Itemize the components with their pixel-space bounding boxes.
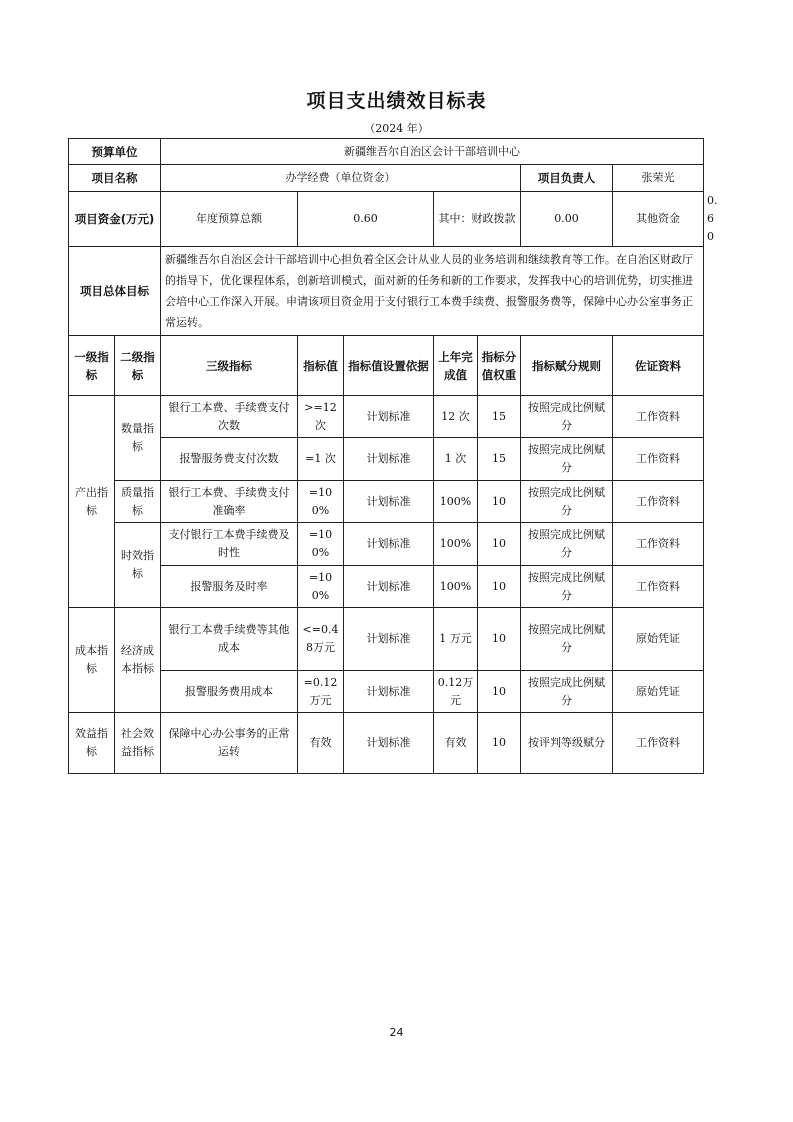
indicator-rule: 按照完成比例赋分 — [521, 523, 613, 566]
indicator-value: =0.12万元 — [298, 671, 344, 713]
group-output: 产出指标 — [69, 396, 115, 608]
indicator-basis: 计划标准 — [344, 523, 434, 566]
other-funds-label: 其他资金 — [613, 192, 704, 247]
funds-label: 项目资金(万元) — [69, 192, 161, 247]
indicator-name: 银行工本费、手续费支付次数 — [161, 396, 298, 438]
indicator-name: 报警服务及时率 — [161, 566, 298, 608]
page-number: 24 — [389, 1026, 404, 1039]
group-timeliness: 时效指标 — [115, 523, 161, 608]
page-title: 项目支出绩效目标表 — [306, 90, 487, 112]
project-manager-label: 项目负责人 — [521, 165, 613, 192]
fiscal-funds-label: 其中：财政拨款 — [434, 192, 521, 247]
indicator-evidence: 工作资料 — [613, 481, 704, 523]
indicator-basis: 计划标准 — [344, 608, 434, 671]
header-rule: 指标赋分规则 — [521, 336, 613, 396]
indicator-weight: 10 — [478, 481, 521, 523]
indicator-rule: 按照完成比例赋分 — [521, 438, 613, 481]
goal-text: 新疆维吾尔自治区会计干部培训中心担负着全区会计从业人员的业务培训和继续教育等工作。在自治区财政厅的指导下，优化课程体系，创新培训模式，面对新的任务和新的工作要求，发挥我中心的培训优势，切实推进会培中心工作深入开展。申请该项目资金用于支付银行工本费手续费、报警服务费等，保障中心办公室事务正常运转。 — [161, 247, 704, 336]
indicator-weight: 10 — [478, 523, 521, 566]
performance-table: 预算单位 新疆维吾尔自治区会计干部培训中心 项目名称 办学经费（单位资金） 项目负责人 张荣光 项目资金(万元) 年度预算总额 0.60 其中：财政拨款 0.00 其他资金 0.60 项目总体目标 新疆维吾尔自治区会计干部培训中心担负着全区会计从业人员的业务培训和继续教育等工作。在自治区财政厅的指导下，优化课程体系，创新培训模式，面对新的任务和新的工作要求，发挥我中心的培训优势，切实推进会培中心工作深入开展。申请该项目资金用于支付银行工本费手续费、报警服务费等，保障中心办公室事务正常运转。 一级指标 二级指标 三级指标 指标值 指标值设置依据 上年完成值 指标分值权重 指标赋分规则 佐证资料 产出指标 数量指标 银行工本费、手续费支付次数 >=12次 计划标准 12 次 15 按照完成比例赋分 工作资料 报警服务费支付次数 =1 次 计划标准 1 次 15 按照完成比例赋分 工作资料 质量指标 银行工本费、手续费支付准确率 =100% 计划标准 100% 10 按照完成比例赋分 工作资料 时效指标 支付银行工本费手续费及时性 =100% 计划标准 100% 10 按照完成比例赋分 工作资料 报警服务及时率 =100% 计划标准 100% 10 按照完成比例赋分 工作资料 成本指标 经济成本指标 银行工本费手续费等其他成本 <=0.48万元 计划标准 1 万元 10 按照完成比例赋分 原始凭证 报警服务费用成本 =0.12万元 计划标准 0.12万元 10 按照完成比例赋分 原始凭证 效益指标 社会效益指标 保障中心办公事务的正常运转 有效 计划标准 有效 10 按评判等级赋分 工作资料 — [68, 138, 704, 774]
indicator-weight: 10 — [478, 608, 521, 671]
indicator-basis: 计划标准 — [344, 438, 434, 481]
indicator-last-year: 100% — [434, 481, 478, 523]
indicator-value: =100% — [298, 566, 344, 608]
indicator-value: <=0.48万元 — [298, 608, 344, 671]
indicator-last-year: 12 次 — [434, 396, 478, 438]
indicator-weight: 15 — [478, 438, 521, 481]
indicator-name: 报警服务费支付次数 — [161, 438, 298, 481]
indicator-weight: 15 — [478, 396, 521, 438]
indicator-name: 银行工本费、手续费支付准确率 — [161, 481, 298, 523]
indicator-rule: 按照完成比例赋分 — [521, 608, 613, 671]
fiscal-funds-value: 0.00 — [521, 192, 613, 247]
header-basis: 指标值设置依据 — [344, 336, 434, 396]
project-name-label: 项目名称 — [69, 165, 161, 192]
indicator-name: 报警服务费用成本 — [161, 671, 298, 713]
indicator-value: =1 次 — [298, 438, 344, 481]
group-benefit: 效益指标 — [69, 713, 115, 774]
indicator-rule: 按照完成比例赋分 — [521, 671, 613, 713]
indicator-weight: 10 — [478, 671, 521, 713]
header-evidence: 佐证资料 — [613, 336, 704, 396]
indicator-evidence: 原始凭证 — [613, 608, 704, 671]
indicator-basis: 计划标准 — [344, 566, 434, 608]
header-level2: 二级指标 — [115, 336, 161, 396]
indicator-last-year: 100% — [434, 566, 478, 608]
indicator-value: =100% — [298, 481, 344, 523]
indicator-evidence: 原始凭证 — [613, 671, 704, 713]
header-level3: 三级指标 — [161, 336, 298, 396]
indicator-last-year: 有效 — [434, 713, 478, 774]
group-economic-cost: 经济成本指标 — [115, 608, 161, 713]
indicator-value: =100% — [298, 523, 344, 566]
indicator-weight: 10 — [478, 566, 521, 608]
indicator-last-year: 1 万元 — [434, 608, 478, 671]
group-cost: 成本指标 — [69, 608, 115, 713]
group-quality: 质量指标 — [115, 481, 161, 523]
indicator-name: 银行工本费手续费等其他成本 — [161, 608, 298, 671]
indicator-evidence: 工作资料 — [613, 438, 704, 481]
indicator-basis: 计划标准 — [344, 481, 434, 523]
budget-unit-value: 新疆维吾尔自治区会计干部培训中心 — [161, 139, 704, 165]
indicator-name: 保障中心办公事务的正常运转 — [161, 713, 298, 774]
goal-label: 项目总体目标 — [69, 247, 161, 336]
header-last-year: 上年完成值 — [434, 336, 478, 396]
indicator-last-year: 100% — [434, 523, 478, 566]
annual-budget-value: 0.60 — [298, 192, 434, 247]
indicator-value: >=12次 — [298, 396, 344, 438]
indicator-basis: 计划标准 — [344, 713, 434, 774]
indicator-weight: 10 — [478, 713, 521, 774]
indicator-evidence: 工作资料 — [613, 396, 704, 438]
indicator-rule: 按照完成比例赋分 — [521, 481, 613, 523]
indicator-evidence: 工作资料 — [613, 566, 704, 608]
header-weight: 指标分值权重 — [478, 336, 521, 396]
indicator-evidence: 工作资料 — [613, 523, 704, 566]
project-manager-value: 张荣光 — [613, 165, 704, 192]
indicator-last-year: 1 次 — [434, 438, 478, 481]
header-level1: 一级指标 — [69, 336, 115, 396]
indicator-basis: 计划标准 — [344, 396, 434, 438]
indicator-basis: 计划标准 — [344, 671, 434, 713]
indicator-name: 支付银行工本费手续费及时性 — [161, 523, 298, 566]
indicator-last-year: 0.12万元 — [434, 671, 478, 713]
indicator-value: 有效 — [298, 713, 344, 774]
project-name-value: 办学经费（单位资金） — [161, 165, 521, 192]
group-quantity: 数量指标 — [115, 396, 161, 481]
group-social-benefit: 社会效益指标 — [115, 713, 161, 774]
indicator-evidence: 工作资料 — [613, 713, 704, 774]
annual-budget-label: 年度预算总额 — [161, 192, 298, 247]
budget-unit-label: 预算单位 — [69, 139, 161, 165]
year-label: （2024 年） — [364, 122, 429, 135]
indicator-rule: 按照完成比例赋分 — [521, 566, 613, 608]
indicator-rule: 按评判等级赋分 — [521, 713, 613, 774]
header-value: 指标值 — [298, 336, 344, 396]
indicator-rule: 按照完成比例赋分 — [521, 396, 613, 438]
